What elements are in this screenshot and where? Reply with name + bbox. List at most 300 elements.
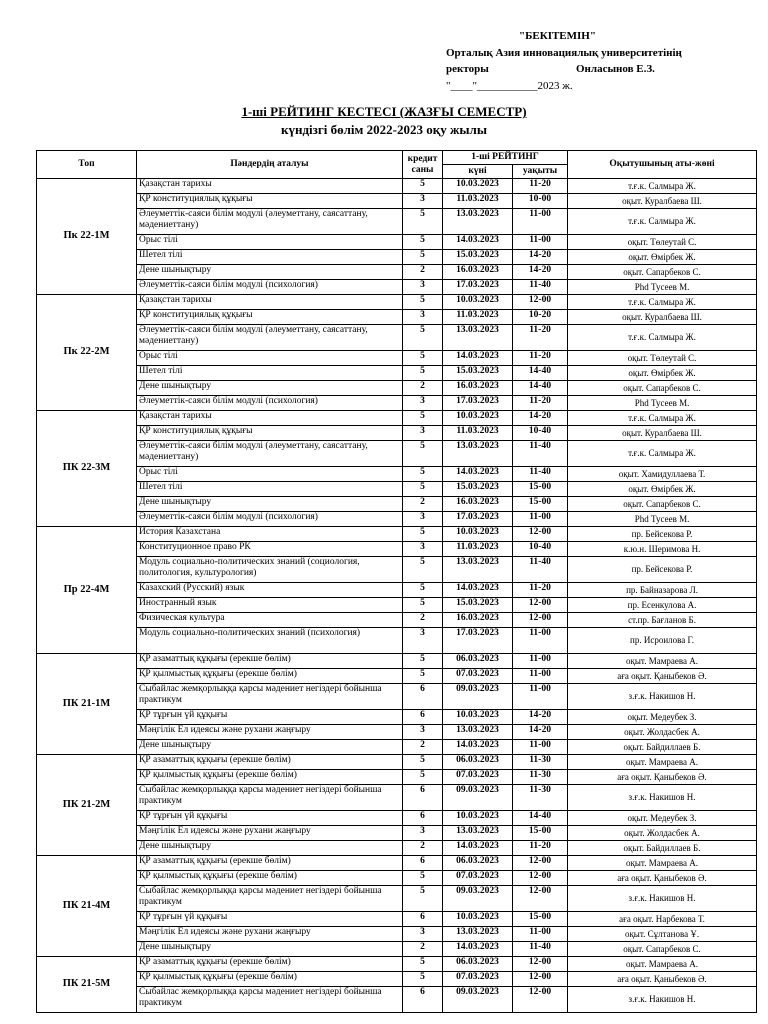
subject-cell: Дене шынықтыру xyxy=(137,942,403,957)
teacher-cell: т.ғ.к. Салмыра Ж. xyxy=(568,411,757,426)
time-cell: 11-40 xyxy=(513,280,568,295)
time-cell: 11-30 xyxy=(513,755,568,770)
time-cell: 14-20 xyxy=(513,710,568,725)
date-cell: 09.03.2023 xyxy=(443,886,513,912)
table-row xyxy=(37,497,757,512)
subject-cell: Сыбайлас жемқорлыққа қарсы мәдениет негіздері бойынша практикум xyxy=(137,684,403,710)
table-row xyxy=(37,396,757,411)
date-cell: 11.03.2023 xyxy=(443,542,513,557)
time-cell: 11-40 xyxy=(513,942,568,957)
teacher-cell: Phd Тусеев М. xyxy=(568,512,757,527)
group-name: ПК 21-1М xyxy=(37,654,137,755)
subject-cell: ҚР тұрғын үй құқығы xyxy=(137,912,403,927)
teacher-cell: т.ғ.к. Салмыра Ж. xyxy=(568,209,757,235)
credits-cell: 5 xyxy=(403,669,443,684)
teacher-cell: оқыт. Мамраева А. xyxy=(568,755,757,770)
date-cell: 17.03.2023 xyxy=(443,628,513,654)
subject-cell: ҚР конституциялық құқығы xyxy=(137,426,403,441)
subject-cell: Әлеуметтік-саяси білім модулі (әлеуметтану, саясаттану, мәдениеттану) xyxy=(137,441,403,467)
teacher-cell: аға оқыт. Қаныбеков Ә. xyxy=(568,972,757,987)
teacher-cell: оқыт. Жолдасбек А. xyxy=(568,826,757,841)
credits-cell: 5 xyxy=(403,209,443,235)
teacher-cell: пр. Есенкулова А. xyxy=(568,598,757,613)
time-cell: 11-00 xyxy=(513,669,568,684)
date-cell: 07.03.2023 xyxy=(443,669,513,684)
table-row xyxy=(37,235,757,250)
table-row xyxy=(37,411,757,426)
subject-cell: Орыс тілі xyxy=(137,351,403,366)
table-row xyxy=(37,785,757,811)
credits-cell: 2 xyxy=(403,613,443,628)
teacher-cell: пр. Исроилова Г. xyxy=(568,628,757,654)
time-cell: 11-00 xyxy=(513,209,568,235)
table-row xyxy=(37,826,757,841)
subject-cell: ҚР қылмыстық құқығы (ерекше бөлім) xyxy=(137,770,403,785)
date-cell: 06.03.2023 xyxy=(443,654,513,669)
teacher-cell: оқыт. Мамраева А. xyxy=(568,654,757,669)
date-cell: 17.03.2023 xyxy=(443,280,513,295)
table-row xyxy=(37,972,757,987)
subject-cell: Иностранный язык xyxy=(137,598,403,613)
teacher-cell: оқыт. Сұлтанова Ұ. xyxy=(568,927,757,942)
time-cell: 14-40 xyxy=(513,811,568,826)
subject-cell: ҚР қылмыстық құқығы (ерекше бөлім) xyxy=(137,972,403,987)
date-cell: 17.03.2023 xyxy=(443,512,513,527)
time-cell: 11-20 xyxy=(513,396,568,411)
teacher-cell: оқыт. Куралбаева Ш. xyxy=(568,194,757,209)
subject-cell: Мәңгілік Ел идеясы және рухани жаңғыру xyxy=(137,927,403,942)
date-cell: 11.03.2023 xyxy=(443,426,513,441)
credits-cell: 3 xyxy=(403,542,443,557)
date-cell: 14.03.2023 xyxy=(443,740,513,755)
header-group: Топ xyxy=(37,151,137,179)
time-cell: 11-00 xyxy=(513,628,568,654)
approval-date: "____"___________2023 ж. xyxy=(446,79,573,92)
subject-cell: ҚР конституциялық құқығы xyxy=(137,310,403,325)
time-cell: 10-40 xyxy=(513,426,568,441)
date-cell: 15.03.2023 xyxy=(443,366,513,381)
date-cell: 10.03.2023 xyxy=(443,179,513,194)
credits-cell: 6 xyxy=(403,785,443,811)
table-row xyxy=(37,381,757,396)
approval-rector-line xyxy=(446,61,682,78)
time-cell: 11-40 xyxy=(513,441,568,467)
group-name: Пр 22-4М xyxy=(37,527,137,654)
credits-cell: 5 xyxy=(403,598,443,613)
credits-cell: 5 xyxy=(403,557,443,583)
teacher-cell: т.ғ.к. Салмыра Ж. xyxy=(568,179,757,194)
credits-cell: 3 xyxy=(403,310,443,325)
date-cell: 07.03.2023 xyxy=(443,972,513,987)
subject-cell: Әлеуметтік-саяси білім модулі (психология) xyxy=(137,512,403,527)
table-row xyxy=(37,250,757,265)
time-cell: 12-00 xyxy=(513,527,568,542)
teacher-cell: т.ғ.к. Салмыра Ж. xyxy=(568,325,757,351)
teacher-cell: аға оқыт. Нарбекова Т. xyxy=(568,912,757,927)
credits-cell: 3 xyxy=(403,512,443,527)
table-row xyxy=(37,770,757,785)
table-row xyxy=(37,310,757,325)
table-row xyxy=(37,209,757,235)
date-cell: 13.03.2023 xyxy=(443,441,513,467)
subject-cell: Дене шынықтыру xyxy=(137,497,403,512)
table-row xyxy=(37,684,757,710)
date-cell: 10.03.2023 xyxy=(443,295,513,310)
date-cell: 14.03.2023 xyxy=(443,351,513,366)
header-subject: Пәндердің аталуы xyxy=(137,151,403,179)
subject-cell: ҚР қылмыстық құқығы (ерекше бөлім) xyxy=(137,669,403,684)
time-cell: 10-20 xyxy=(513,310,568,325)
credits-cell: 3 xyxy=(403,396,443,411)
teacher-cell: оқыт. Сапарбеков С. xyxy=(568,381,757,396)
table-row xyxy=(37,512,757,527)
credits-cell: 3 xyxy=(403,927,443,942)
time-cell: 11-00 xyxy=(513,235,568,250)
credits-cell: 5 xyxy=(403,179,443,194)
time-cell: 12-00 xyxy=(513,613,568,628)
table-body xyxy=(37,179,757,1013)
subject-cell: Дене шынықтыру xyxy=(137,841,403,856)
date-cell: 09.03.2023 xyxy=(443,987,513,1013)
time-cell: 12-00 xyxy=(513,295,568,310)
credits-cell: 2 xyxy=(403,942,443,957)
date-cell: 16.03.2023 xyxy=(443,613,513,628)
date-cell: 10.03.2023 xyxy=(443,527,513,542)
date-cell: 06.03.2023 xyxy=(443,957,513,972)
teacher-cell: з.ғ.к. Накишов Н. xyxy=(568,886,757,912)
teacher-cell: оқыт. Өмірбек Ж. xyxy=(568,250,757,265)
date-cell: 14.03.2023 xyxy=(443,235,513,250)
subject-cell: Әлеуметтік-саяси білім модулі (психология) xyxy=(137,396,403,411)
date-cell: 16.03.2023 xyxy=(443,265,513,280)
approval-role: ректоры xyxy=(446,63,489,75)
teacher-cell: з.ғ.к. Накишов Н. xyxy=(568,785,757,811)
credits-cell: 5 xyxy=(403,583,443,598)
table-row xyxy=(37,426,757,441)
table-row xyxy=(37,654,757,669)
date-cell: 15.03.2023 xyxy=(443,598,513,613)
date-cell: 06.03.2023 xyxy=(443,755,513,770)
subject-cell: ҚР азаматтық құқығы (ерекше бөлім) xyxy=(137,856,403,871)
subject-cell: ҚР азаматтық құқығы (ерекше бөлім) xyxy=(137,755,403,770)
date-cell: 13.03.2023 xyxy=(443,826,513,841)
date-cell: 15.03.2023 xyxy=(443,250,513,265)
date-cell: 10.03.2023 xyxy=(443,811,513,826)
table-row xyxy=(37,179,757,194)
time-cell: 12-00 xyxy=(513,987,568,1013)
time-cell: 15-00 xyxy=(513,826,568,841)
table-row xyxy=(37,942,757,957)
credits-cell: 6 xyxy=(403,710,443,725)
teacher-cell: оқыт. Төлеутай С. xyxy=(568,235,757,250)
credits-cell: 3 xyxy=(403,280,443,295)
teacher-cell: оқыт. Байдиллаев Б. xyxy=(568,841,757,856)
credits-cell: 2 xyxy=(403,381,443,396)
subject-cell: Сыбайлас жемқорлыққа қарсы мәдениет негіздері бойынша практикум xyxy=(137,987,403,1013)
subject-cell: Казахский (Русский) язык xyxy=(137,583,403,598)
subject-cell: Орыс тілі xyxy=(137,235,403,250)
table-row xyxy=(37,482,757,497)
date-cell: 16.03.2023 xyxy=(443,381,513,396)
teacher-cell: Phd Тусеев М. xyxy=(568,396,757,411)
subject-cell: История Казахстана xyxy=(137,527,403,542)
group-name: ПК 21-4М xyxy=(37,856,137,957)
table-row xyxy=(37,613,757,628)
time-cell: 12-00 xyxy=(513,972,568,987)
date-cell: 14.03.2023 xyxy=(443,942,513,957)
teacher-cell: пр. Байназарова Л. xyxy=(568,583,757,598)
teacher-cell: аға оқыт. Қаныбеков Ә. xyxy=(568,871,757,886)
credits-cell: 2 xyxy=(403,841,443,856)
teacher-cell: оқыт. Төлеутай С. xyxy=(568,351,757,366)
table-row xyxy=(37,557,757,583)
table-row xyxy=(37,467,757,482)
group-name: Пк 22-1М xyxy=(37,179,137,295)
subject-cell: Әлеуметтік-саяси білім модулі (әлеуметтану, саясаттану, мәдениеттану) xyxy=(137,209,403,235)
teacher-cell: оқыт. Мамраева А. xyxy=(568,957,757,972)
subject-cell: ҚР тұрғын үй құқығы xyxy=(137,811,403,826)
time-cell: 11-00 xyxy=(513,740,568,755)
credits-cell: 2 xyxy=(403,740,443,755)
table-row xyxy=(37,628,757,654)
credits-cell: 5 xyxy=(403,325,443,351)
group-name: Пк 22-2М xyxy=(37,295,137,411)
teacher-cell: оқыт. Куралбаева Ш. xyxy=(568,310,757,325)
subject-cell: Модуль социально-политических знаний (социология, политология, культурология) xyxy=(137,557,403,583)
teacher-cell: оқыт. Хамидуллаева Т. xyxy=(568,467,757,482)
subject-cell: Конституционное право РК xyxy=(137,542,403,557)
table-row xyxy=(37,527,757,542)
table-row xyxy=(37,366,757,381)
subject-cell: ҚР тұрғын үй құқығы xyxy=(137,710,403,725)
time-cell: 12-00 xyxy=(513,856,568,871)
subject-cell: Әлеуметтік-саяси білім модулі (психология) xyxy=(137,280,403,295)
teacher-cell: оқыт. Медеубек З. xyxy=(568,811,757,826)
credits-cell: 5 xyxy=(403,482,443,497)
subject-cell: ҚР конституциялық құқығы xyxy=(137,194,403,209)
time-cell: 11-30 xyxy=(513,785,568,811)
table-row xyxy=(37,542,757,557)
credits-cell: 6 xyxy=(403,811,443,826)
subject-cell: ҚР азаматтық құқығы (ерекше бөлім) xyxy=(137,957,403,972)
time-cell: 11-30 xyxy=(513,770,568,785)
teacher-cell: з.ғ.к. Накишов Н. xyxy=(568,684,757,710)
table-row xyxy=(37,725,757,740)
credits-cell: 3 xyxy=(403,826,443,841)
table-row xyxy=(37,811,757,826)
credits-cell: 5 xyxy=(403,972,443,987)
teacher-cell: пр. Бейсекова Р. xyxy=(568,557,757,583)
time-cell: 11-40 xyxy=(513,467,568,482)
approval-heading: "БЕКІТЕМІН" xyxy=(519,30,596,42)
time-cell: 11-20 xyxy=(513,583,568,598)
time-cell: 12-00 xyxy=(513,886,568,912)
date-cell: 10.03.2023 xyxy=(443,411,513,426)
subject-cell: Қазақстан тарихы xyxy=(137,411,403,426)
teacher-cell: оқыт. Өмірбек Ж. xyxy=(568,366,757,381)
credits-cell: 6 xyxy=(403,684,443,710)
teacher-cell: з.ғ.к. Накишов Н. xyxy=(568,987,757,1013)
time-cell: 14-40 xyxy=(513,366,568,381)
credits-cell: 5 xyxy=(403,770,443,785)
date-cell: 13.03.2023 xyxy=(443,725,513,740)
subject-cell: Физическая культура xyxy=(137,613,403,628)
teacher-cell: оқыт. Жолдасбек А. xyxy=(568,725,757,740)
credits-cell: 2 xyxy=(403,497,443,512)
header-credits: кредит саны xyxy=(403,151,443,179)
teacher-cell: к.ю.н. Шеримова Н. xyxy=(568,542,757,557)
teacher-cell: оқыт. Өмірбек Ж. xyxy=(568,482,757,497)
time-cell: 11-00 xyxy=(513,684,568,710)
approval-block xyxy=(446,28,682,94)
date-cell: 13.03.2023 xyxy=(443,927,513,942)
time-cell: 11-00 xyxy=(513,927,568,942)
credits-cell: 6 xyxy=(403,912,443,927)
table-row xyxy=(37,351,757,366)
teacher-cell: ст.пр. Бағланов Б. xyxy=(568,613,757,628)
credits-cell: 3 xyxy=(403,725,443,740)
teacher-cell: т.ғ.к. Салмыра Ж. xyxy=(568,441,757,467)
date-cell: 07.03.2023 xyxy=(443,871,513,886)
date-cell: 17.03.2023 xyxy=(443,396,513,411)
time-cell: 11-20 xyxy=(513,325,568,351)
header-rating: 1-ші РЕЙТИНГ xyxy=(443,151,568,165)
time-cell: 12-00 xyxy=(513,957,568,972)
credits-cell: 6 xyxy=(403,856,443,871)
subject-cell: Шетел тілі xyxy=(137,250,403,265)
table-row xyxy=(37,755,757,770)
subject-cell: Шетел тілі xyxy=(137,366,403,381)
date-cell: 10.03.2023 xyxy=(443,710,513,725)
teacher-cell: аға оқыт. Қаныбеков Ә. xyxy=(568,669,757,684)
table-row xyxy=(37,295,757,310)
teacher-cell: Phd Тусеев М. xyxy=(568,280,757,295)
subject-cell: ҚР қылмыстық құқығы (ерекше бөлім) xyxy=(137,871,403,886)
date-cell: 14.03.2023 xyxy=(443,841,513,856)
header-time: уақыты xyxy=(513,165,568,179)
subject-cell: Шетел тілі xyxy=(137,482,403,497)
credits-cell: 5 xyxy=(403,295,443,310)
teacher-cell: оқыт. Сапарбеков С. xyxy=(568,265,757,280)
teacher-cell: оқыт. Байдиллаев Б. xyxy=(568,740,757,755)
credits-cell: 2 xyxy=(403,265,443,280)
credits-cell: 5 xyxy=(403,235,443,250)
teacher-cell: оқыт. Мамраева А. xyxy=(568,856,757,871)
table-row xyxy=(37,886,757,912)
table-row xyxy=(37,871,757,886)
table-row xyxy=(37,583,757,598)
credits-cell: 5 xyxy=(403,886,443,912)
table-row xyxy=(37,441,757,467)
subject-cell: Дене шынықтыру xyxy=(137,381,403,396)
header-teacher: Оқытушының аты-жөні xyxy=(568,151,757,179)
credits-cell: 5 xyxy=(403,366,443,381)
approval-name: Онласынов Е.З. xyxy=(576,63,655,75)
time-cell: 14-20 xyxy=(513,265,568,280)
group-name: ПК 21-2М xyxy=(37,755,137,856)
time-cell: 15-00 xyxy=(513,497,568,512)
date-cell: 13.03.2023 xyxy=(443,325,513,351)
subject-cell: Қазақстан тарихы xyxy=(137,179,403,194)
subject-cell: ҚР азаматтық құқығы (ерекше бөлім) xyxy=(137,654,403,669)
credits-cell: 5 xyxy=(403,654,443,669)
subject-cell: Орыс тілі xyxy=(137,467,403,482)
time-cell: 11-00 xyxy=(513,654,568,669)
group-name: ПК 21-5М xyxy=(37,957,137,1013)
subject-cell: Қазақстан тарихы xyxy=(137,295,403,310)
header-date: күні xyxy=(443,165,513,179)
date-cell: 11.03.2023 xyxy=(443,310,513,325)
date-cell: 13.03.2023 xyxy=(443,209,513,235)
credits-cell: 5 xyxy=(403,351,443,366)
credits-cell: 6 xyxy=(403,987,443,1013)
subject-cell: Сыбайлас жемқорлыққа қарсы мәдениет негіздері бойынша практикум xyxy=(137,886,403,912)
time-cell: 12-00 xyxy=(513,598,568,613)
table-row xyxy=(37,710,757,725)
table-row xyxy=(37,598,757,613)
date-cell: 06.03.2023 xyxy=(443,856,513,871)
teacher-cell: оқыт. Сапарбеков С. xyxy=(568,497,757,512)
subject-cell: Модуль социально-политических знаний (психология) xyxy=(137,628,403,654)
time-cell: 10-00 xyxy=(513,194,568,209)
table-row xyxy=(37,987,757,1013)
table-row xyxy=(37,841,757,856)
table-row xyxy=(37,957,757,972)
table-row xyxy=(37,912,757,927)
subject-cell: Мәңгілік Ел идеясы және рухани жаңғыру xyxy=(137,826,403,841)
date-cell: 13.03.2023 xyxy=(443,557,513,583)
rating-schedule-table xyxy=(36,150,757,1013)
teacher-cell: оқыт. Куралбаева Ш. xyxy=(568,426,757,441)
time-cell: 15-00 xyxy=(513,912,568,927)
date-cell: 16.03.2023 xyxy=(443,497,513,512)
schedule-title: 1-ші РЕЙТИНГ КЕСТЕСІ (ЖАЗҒЫ СЕМЕСТР) xyxy=(241,104,527,119)
date-cell: 09.03.2023 xyxy=(443,785,513,811)
subject-cell: Дене шынықтыру xyxy=(137,265,403,280)
group-name: ПК 22-3М xyxy=(37,411,137,527)
subject-cell: Дене шынықтыру xyxy=(137,740,403,755)
credits-cell: 3 xyxy=(403,628,443,654)
approval-university: Орталық Азия инновациялық университетінің xyxy=(446,46,682,59)
time-cell: 14-20 xyxy=(513,411,568,426)
credits-cell: 5 xyxy=(403,871,443,886)
teacher-cell: пр. Бейсекова Р. xyxy=(568,527,757,542)
credits-cell: 5 xyxy=(403,957,443,972)
date-cell: 14.03.2023 xyxy=(443,583,513,598)
credits-cell: 5 xyxy=(403,441,443,467)
time-cell: 14-20 xyxy=(513,725,568,740)
teacher-cell: аға оқыт. Қаныбеков Ә. xyxy=(568,770,757,785)
credits-cell: 3 xyxy=(403,426,443,441)
subject-cell: Мәңгілік Ел идеясы және рухани жаңғыру xyxy=(137,725,403,740)
table-row xyxy=(37,927,757,942)
table-row xyxy=(37,856,757,871)
time-cell: 11-00 xyxy=(513,512,568,527)
time-cell: 14-20 xyxy=(513,250,568,265)
subject-cell: Сыбайлас жемқорлыққа қарсы мәдениет негіздері бойынша практикум xyxy=(137,785,403,811)
time-cell: 10-40 xyxy=(513,542,568,557)
time-cell: 11-20 xyxy=(513,179,568,194)
table-row xyxy=(37,280,757,295)
teacher-cell: оқыт. Сапарбеков С. xyxy=(568,942,757,957)
subject-cell: Әлеуметтік-саяси білім модулі (әлеуметтану, саясаттану, мәдениеттану) xyxy=(137,325,403,351)
time-cell: 14-40 xyxy=(513,381,568,396)
schedule-subtitle: күндізгі бөлім 2022-2023 оқу жылы xyxy=(280,122,487,137)
date-cell: 07.03.2023 xyxy=(443,770,513,785)
date-cell: 11.03.2023 xyxy=(443,194,513,209)
time-cell: 11-20 xyxy=(513,841,568,856)
date-cell: 09.03.2023 xyxy=(443,684,513,710)
